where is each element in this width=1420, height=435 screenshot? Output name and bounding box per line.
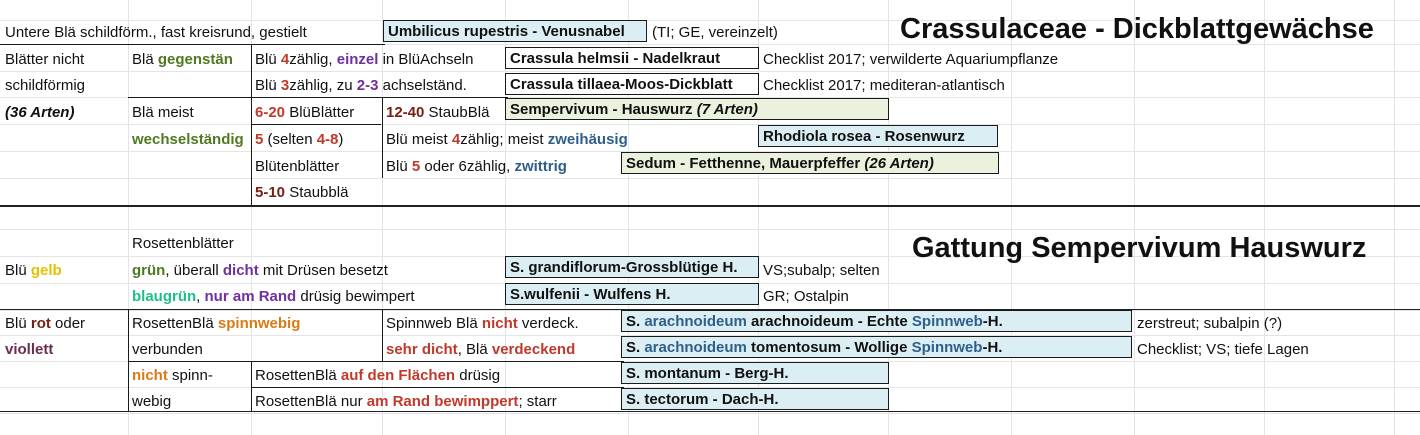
key-text: Blü 3zählig, zu 2-3 achselständ. <box>255 77 467 94</box>
species-box: Crassula helmsii - Nadelkraut <box>505 47 759 69</box>
species-box: Umbilicus rupestris - Venusnabel <box>383 20 647 42</box>
gridline <box>1264 0 1265 435</box>
gridline <box>1134 0 1135 435</box>
species-box: S.wulfenii - Wulfens H. <box>505 283 759 305</box>
note-text: VS;subalp; selten <box>763 262 880 279</box>
cell-border <box>251 387 624 388</box>
key-text: wechselständig <box>132 131 244 148</box>
species-box: S. montanum - Berg-H. <box>621 362 889 384</box>
cell-border <box>251 361 252 411</box>
species-box: Sedum - Fetthenne, Mauerpfeffer (26 Arten) <box>621 152 999 174</box>
cell-border <box>251 44 252 98</box>
key-text: RosettenBlä spinnwebig <box>132 315 301 332</box>
species-box: S. arachnoideum tomentosum - Wollige Spinnweb-H. <box>621 336 1132 358</box>
note-text: Checklist; VS; tiefe Lagen <box>1137 341 1309 358</box>
gridline <box>0 229 1420 230</box>
key-text: 5 (selten 4-8) <box>255 131 344 148</box>
key-text: Blü 5 oder 6zählig, zwittrig <box>386 158 567 175</box>
family-title: Crassulaceae - Dickblattgewächse <box>900 13 1374 45</box>
note-text: GR; Ostalpin <box>763 288 849 305</box>
note-text: Checklist 2017; verwilderte Aquariumpflanze <box>763 51 1059 68</box>
species-box: Sempervivum - Hauswurz (7 Arten) <box>505 98 889 120</box>
key-text: blaugrün, nur am Rand drüsig bewimpert <box>132 288 415 305</box>
cell-border <box>128 361 624 362</box>
key-text: Spinnweb Blä nicht verdeck. <box>386 315 579 332</box>
gridline <box>0 413 1420 414</box>
key-text: (36 Arten) <box>5 104 75 121</box>
key-text: Blü gelb <box>5 262 62 279</box>
gridline <box>0 178 1420 179</box>
gridline <box>0 124 1420 125</box>
key-text: Blü 4zählig, einzel in BlüAchseln <box>255 51 474 68</box>
species-box: S. grandiflorum-Grossblütige H. <box>505 256 759 278</box>
key-text: Blä gegenstän <box>132 51 233 68</box>
cell-border <box>382 310 383 361</box>
cell-border <box>128 97 508 98</box>
key-text: nicht spinn- <box>132 367 213 384</box>
cell-border <box>251 97 252 205</box>
key-text: Blü meist 4zählig; meist zweihäusig <box>386 131 628 148</box>
key-text: 12-40 StaubBlä <box>386 104 490 121</box>
species-box: Crassula tillaea-Moos-Dickblatt <box>505 73 759 95</box>
key-text: Blütenblätter <box>255 158 340 175</box>
genus-title: Gattung Sempervivum Hauswurz <box>912 232 1367 264</box>
key-text: webig <box>132 393 172 410</box>
section-separator <box>0 411 1420 412</box>
key-text: Blü rot oder <box>5 315 86 332</box>
species-box: S. tectorum - Dach-H. <box>621 388 889 410</box>
key-text: RosettenBlä auf den Flächen drüsig <box>255 367 501 384</box>
note-text: Checklist 2017; mediteran-atlantisch <box>763 77 1005 94</box>
key-text: schildförmig <box>5 77 86 94</box>
cell-border <box>0 44 385 45</box>
key-text: 6-20 BlüBlätter <box>255 104 355 121</box>
note-text: zerstreut; subalpin (?) <box>1137 315 1283 332</box>
section-separator <box>0 205 1420 207</box>
key-text: 5-10 Staubblä <box>255 184 349 201</box>
key-text: Blä meist <box>132 104 194 121</box>
key-text: RosettenBlä nur am Rand bewimppert; starr <box>255 393 557 410</box>
key-text: viollett <box>5 341 54 358</box>
key-text: sehr dicht, Blä verdeckend <box>386 341 576 358</box>
key-text: grün, überall dicht mit Drüsen besetzt <box>132 262 388 279</box>
gridline <box>1394 0 1395 435</box>
key-text: Blätter nicht <box>5 51 85 68</box>
species-box: Rhodiola rosea - Rosenwurz <box>758 125 998 147</box>
key-text: Untere Blä schildförm., fast kreisrund, gestielt <box>5 24 307 41</box>
key-text: Rosettenblätter <box>132 235 234 252</box>
species-box: S. arachnoideum arachnoideum - Echte Spinnweb-H. <box>621 310 1132 332</box>
key-text: verbunden <box>132 341 203 358</box>
cell-border <box>382 97 383 124</box>
cell-border <box>382 124 383 178</box>
gridline <box>0 71 1420 72</box>
cell-border <box>251 124 381 125</box>
note-text: (TI; GE, vereinzelt) <box>652 24 778 41</box>
